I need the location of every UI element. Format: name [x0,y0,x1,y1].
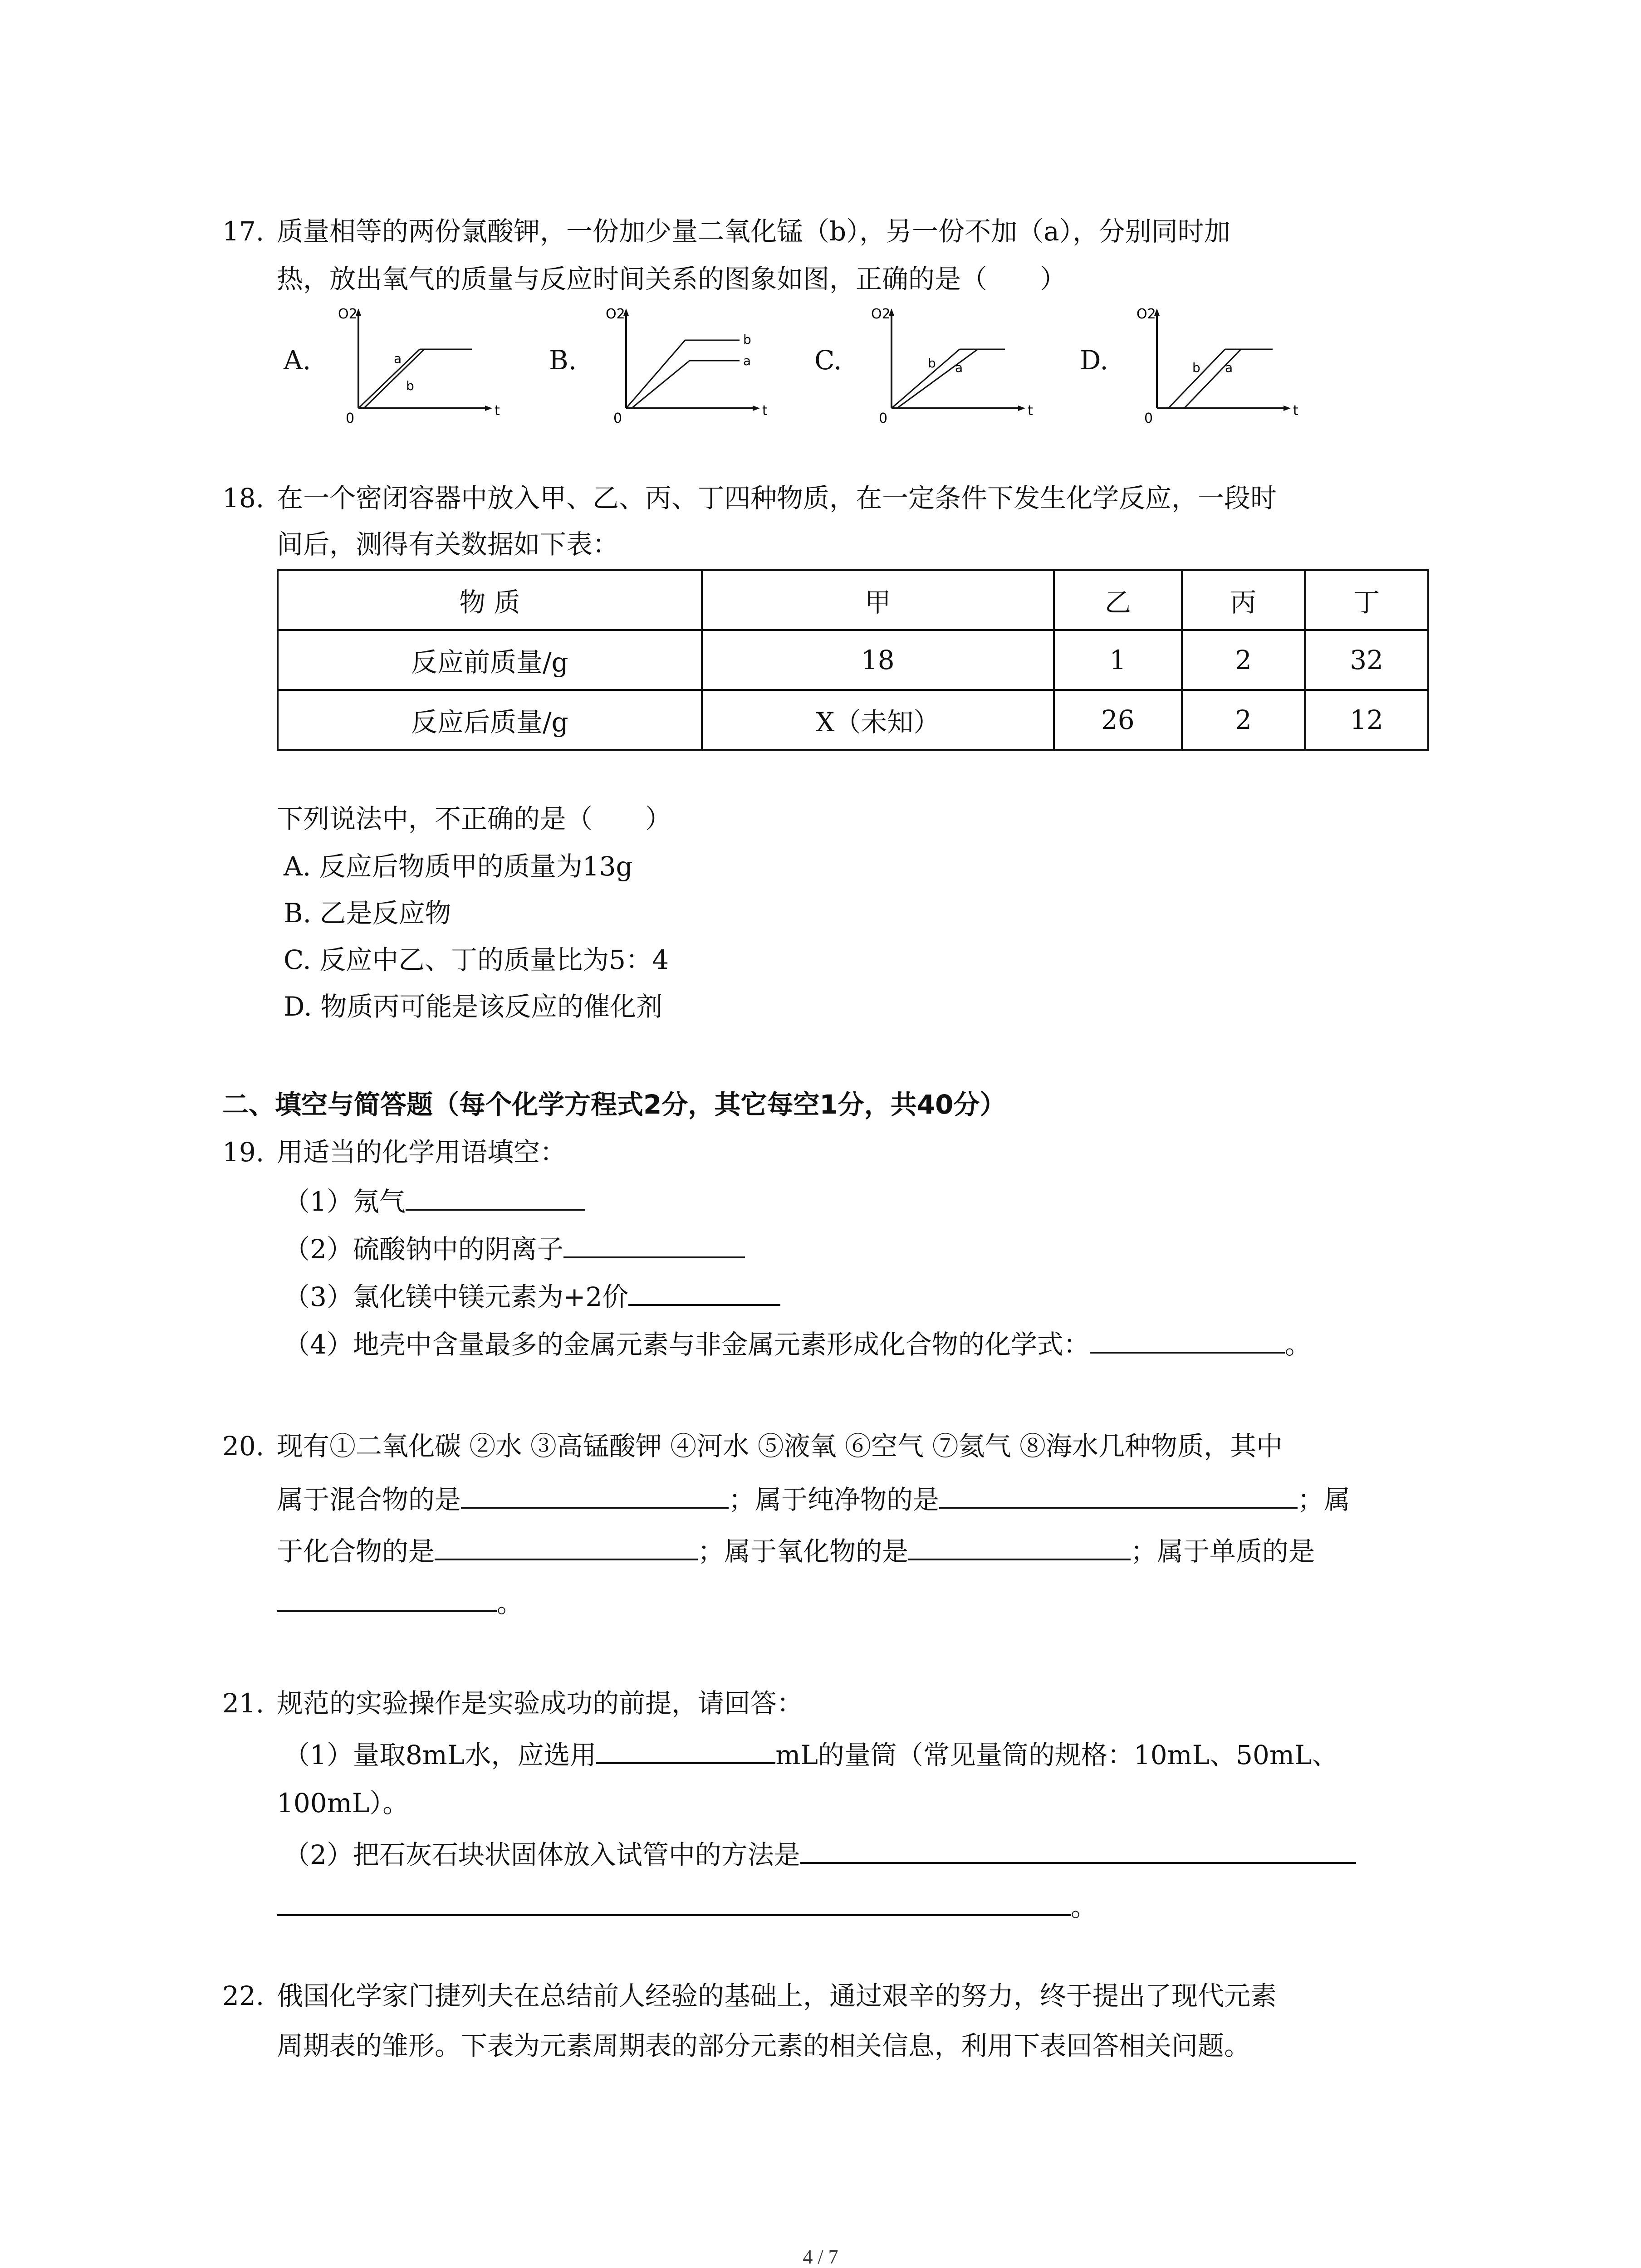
label-b: b [1192,360,1200,375]
page-number: 4 / 7 [803,2246,838,2268]
q20-pure-label: ；属于纯净物的是 [729,1484,940,1515]
answer-blank[interactable] [628,1277,780,1306]
q21-part1-cont: 100mL）。 [277,1788,409,1818]
q17-graph-a [336,304,499,426]
q17-text-line1: 质量相等的两份氯酸钾，一份加少量二氧化锰（b），另一份不加（a），分别同时加 [277,216,1230,247]
answer-blank[interactable] [1090,1325,1285,1354]
table-cell: X（未知） [702,690,1054,750]
q21-part2-cont [277,1887,1097,1925]
label-a: a [1225,360,1233,375]
q21-part2-text: （2）把石灰石块状固体放入试管中的方法是 [284,1839,800,1870]
q20-number: 20. [222,1431,265,1461]
x-arrow [485,406,492,411]
table-header-cell: 甲 [702,570,1054,630]
q17-number: 17. [222,216,265,247]
q18-choice-c: C. 反应中乙、丁的质量比为5：4 [284,944,669,975]
table-row [278,630,1428,690]
answer-blank[interactable] [406,1182,585,1211]
q20-end-mark: 。 [497,1588,524,1618]
table-header-cell: 丁 [1305,570,1428,630]
q18-data-table [277,569,1429,751]
table-cell: 反应后质量/g [278,690,702,750]
q20-text-line3 [277,1531,1315,1569]
q17-option-c-label: C. [814,345,842,376]
q19-end-mark: 。 [1284,1329,1311,1360]
y-axis-label: O2 [606,306,625,322]
q22-text-line2: 周期表的雏形。下表为元素周期表的部分元素的相关信息，利用下表回答相关问题。 [277,2030,1251,2061]
q17-option-a-label: A. [284,345,311,376]
q21-intro: 规范的实验操作是实验成功的前提，请回答： [277,1688,803,1719]
q17-graph-b [603,304,767,426]
q19-item-3 [284,1277,780,1315]
q18-text-line1: 在一个密闭容器中放入甲、乙、丙、丁四种物质，在一定条件下发生化学反应，一段时 [277,483,1277,513]
q19-item-1 [284,1182,585,1220]
label-b: b [406,378,414,393]
curve-a [632,361,740,408]
table-cell: 18 [702,630,1054,690]
q21-part2 [284,1835,1356,1873]
origin-label: 0 [879,411,888,426]
x-arrow [1018,406,1025,411]
answer-blank[interactable] [461,1480,729,1509]
q17-graph-d [1134,304,1298,426]
table-cell: 2 [1182,630,1305,690]
q17-option-b-label: B. [549,345,577,376]
q19-item-4 [284,1325,1311,1363]
q17-text-line2: 热，放出氧气的质量与反应时间关系的图象如图，正确的是（ ） [277,264,1067,294]
label-a: a [743,353,751,368]
q19-item-3-text: （3）氯化镁中镁元素为+2价 [284,1281,629,1312]
q20-text-line1: 现有①二氧化碳 ②水 ③高锰酸钾 ④河水 ⑤液氧 ⑥空气 ⑦氦气 ⑧海水几种物质，其中 [277,1431,1283,1461]
q17-graph-c [869,304,1032,426]
q20-line2-end: ；属 [1298,1484,1351,1515]
y-axis-label: O2 [1136,306,1156,322]
q19-number: 19. [222,1137,265,1168]
label-a: a [955,360,963,375]
section-2-title: 二、填空与简答题（每个化学方程式2分，其它每空1分，共40分） [222,1089,1006,1120]
q19-intro: 用适当的化学用语填空： [277,1137,567,1168]
answer-blank[interactable] [800,1835,1356,1864]
origin-label: 0 [1144,411,1153,426]
curve-a [897,349,978,408]
q18-choice-d: D. 物质丙可能是该反应的催化剂 [284,991,663,1022]
x-axis-label: t [762,403,768,419]
q21-part1-tail: mL的量筒（常见量筒的规格：10mL、50mL、 [775,1740,1338,1770]
q18-prompt: 下列说法中，不正确的是（ ） [277,803,672,834]
table-header-cell: 物 质 [278,570,702,630]
curve-a [1184,349,1241,408]
x-arrow [1283,406,1291,411]
q22-number: 22. [222,1980,265,2011]
x-axis-label: t [495,403,500,419]
q21-number: 21. [222,1688,265,1719]
origin-label: 0 [346,411,355,426]
table-cell: 2 [1182,690,1305,750]
answer-blank[interactable] [277,1887,1071,1916]
x-axis-label: t [1028,403,1033,419]
table-cell: 12 [1305,690,1428,750]
label-a: a [394,351,402,366]
x-axis-label: t [1293,403,1298,419]
q19-item-4-text: （4）地壳中含量最多的金属元素与非金属元素形成化合物的化学式： [284,1329,1090,1360]
table-row [278,690,1428,750]
answer-blank[interactable] [435,1531,698,1560]
q20-text-line4 [277,1583,523,1621]
answer-blank[interactable] [277,1583,497,1612]
table-cell: 32 [1305,630,1428,690]
table-cell: 反应前质量/g [278,630,702,690]
answer-blank[interactable] [563,1229,745,1258]
table-cell: 1 [1054,630,1182,690]
table-header-row [278,570,1428,630]
label-b: b [928,356,936,371]
curve-b [1168,349,1225,408]
answer-blank[interactable] [596,1735,775,1764]
curve-b [892,349,960,408]
q19-item-2 [284,1229,745,1267]
q17-option-d-label: D. [1080,345,1108,376]
q20-text-line2 [277,1480,1350,1518]
answer-blank[interactable] [939,1480,1298,1509]
q18-choice-b: B. 乙是反应物 [284,898,451,929]
q20-element-label: ；属于单质的是 [1131,1536,1315,1567]
q20-compound-label: 于化合物的是 [277,1536,435,1567]
y-axis-label: O2 [871,306,891,322]
q20-oxide-label: ；属于氧化物的是 [698,1536,909,1567]
q18-number: 18. [222,483,265,513]
q20-mixture-label: 属于混合物的是 [277,1484,461,1515]
answer-blank[interactable] [908,1531,1131,1560]
origin-label: 0 [613,411,622,426]
y-axis-label: O2 [338,306,358,322]
q18-text-line2: 间后，测得有关数据如下表： [277,529,619,560]
q21-part1 [284,1735,1338,1773]
q19-item-2-text: （2）硫酸钠中的阴离子 [284,1234,563,1265]
x-arrow [753,406,760,411]
q22-text-line1: 俄国化学家门捷列夫在总结前人经验的基础上，通过艰辛的努力，终于提出了现代元素 [277,1980,1277,2011]
table-header-cell: 丙 [1182,570,1305,630]
table-cell: 26 [1054,690,1182,750]
q18-choice-a: A. 反应后物质甲的质量为13g [284,851,633,882]
table-header-cell: 乙 [1054,570,1182,630]
q19-item-1-text: （1）氖气 [284,1186,406,1217]
label-b: b [743,332,751,347]
q21-end-mark: 。 [1071,1892,1097,1922]
q21-part1-text: （1）量取8mL水，应选用 [284,1740,597,1770]
